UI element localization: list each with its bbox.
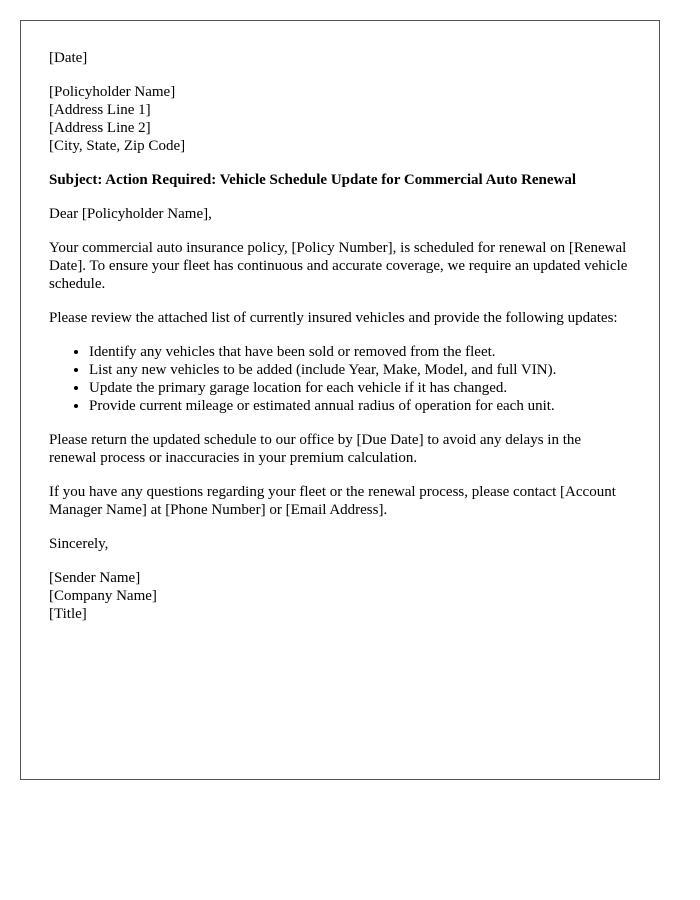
letter-document bbox=[20, 20, 660, 780]
recipient-city-state-zip: [City, State, Zip Code] bbox=[49, 138, 186, 154]
recipient-name: [Policyholder Name] bbox=[49, 84, 176, 100]
recipient-address-block bbox=[49, 83, 631, 155]
list-item: • Provide current mileage or estimated annual radius of operation for each unit. bbox=[89, 397, 631, 415]
subject-line: Subject: Action Required: Vehicle Schedule Update for Commercial Auto Renewal bbox=[49, 172, 577, 188]
company-name: [Company Name] bbox=[49, 588, 157, 604]
recipient-address-line-1: [Address Line 1] bbox=[49, 102, 151, 118]
sender-name: [Sender Name] bbox=[49, 570, 141, 586]
sender-title: [Title] bbox=[49, 606, 87, 622]
contact-paragraph: If you have any questions regarding your fleet or the renewal process, please contact [Account Manager Name] at [Phone Number] or [Email Address]. bbox=[49, 484, 616, 518]
recipient-address-line-2: [Address Line 2] bbox=[49, 120, 151, 136]
salutation: Dear [Policyholder Name], bbox=[49, 206, 212, 222]
list-item: • Update the primary garage location for each vehicle if it has changed. bbox=[89, 379, 631, 397]
list-item: • List any new vehicles to be added (include Year, Make, Model, and full VIN). bbox=[89, 361, 631, 379]
list-item: • Identify any vehicles that have been sold or removed from the fleet. bbox=[89, 343, 631, 361]
closing: Sincerely, bbox=[49, 536, 109, 552]
date-line: [Date] bbox=[49, 50, 88, 66]
updates-list bbox=[49, 343, 631, 415]
signature-block bbox=[49, 569, 631, 623]
return-instructions-paragraph: Please return the updated schedule to our office by [Due Date] to avoid any delays in the renewal process or inaccuracies in your premium calculation. bbox=[49, 432, 582, 466]
review-request-paragraph: Please review the attached list of currently insured vehicles and provide the following updates: bbox=[49, 310, 618, 326]
intro-paragraph: Your commercial auto insurance policy, [Policy Number], is scheduled for renewal on [Renewal Date]. To ensure your fleet has continuous and accurate coverage, we require an updated vehicle schedule. bbox=[49, 240, 628, 292]
